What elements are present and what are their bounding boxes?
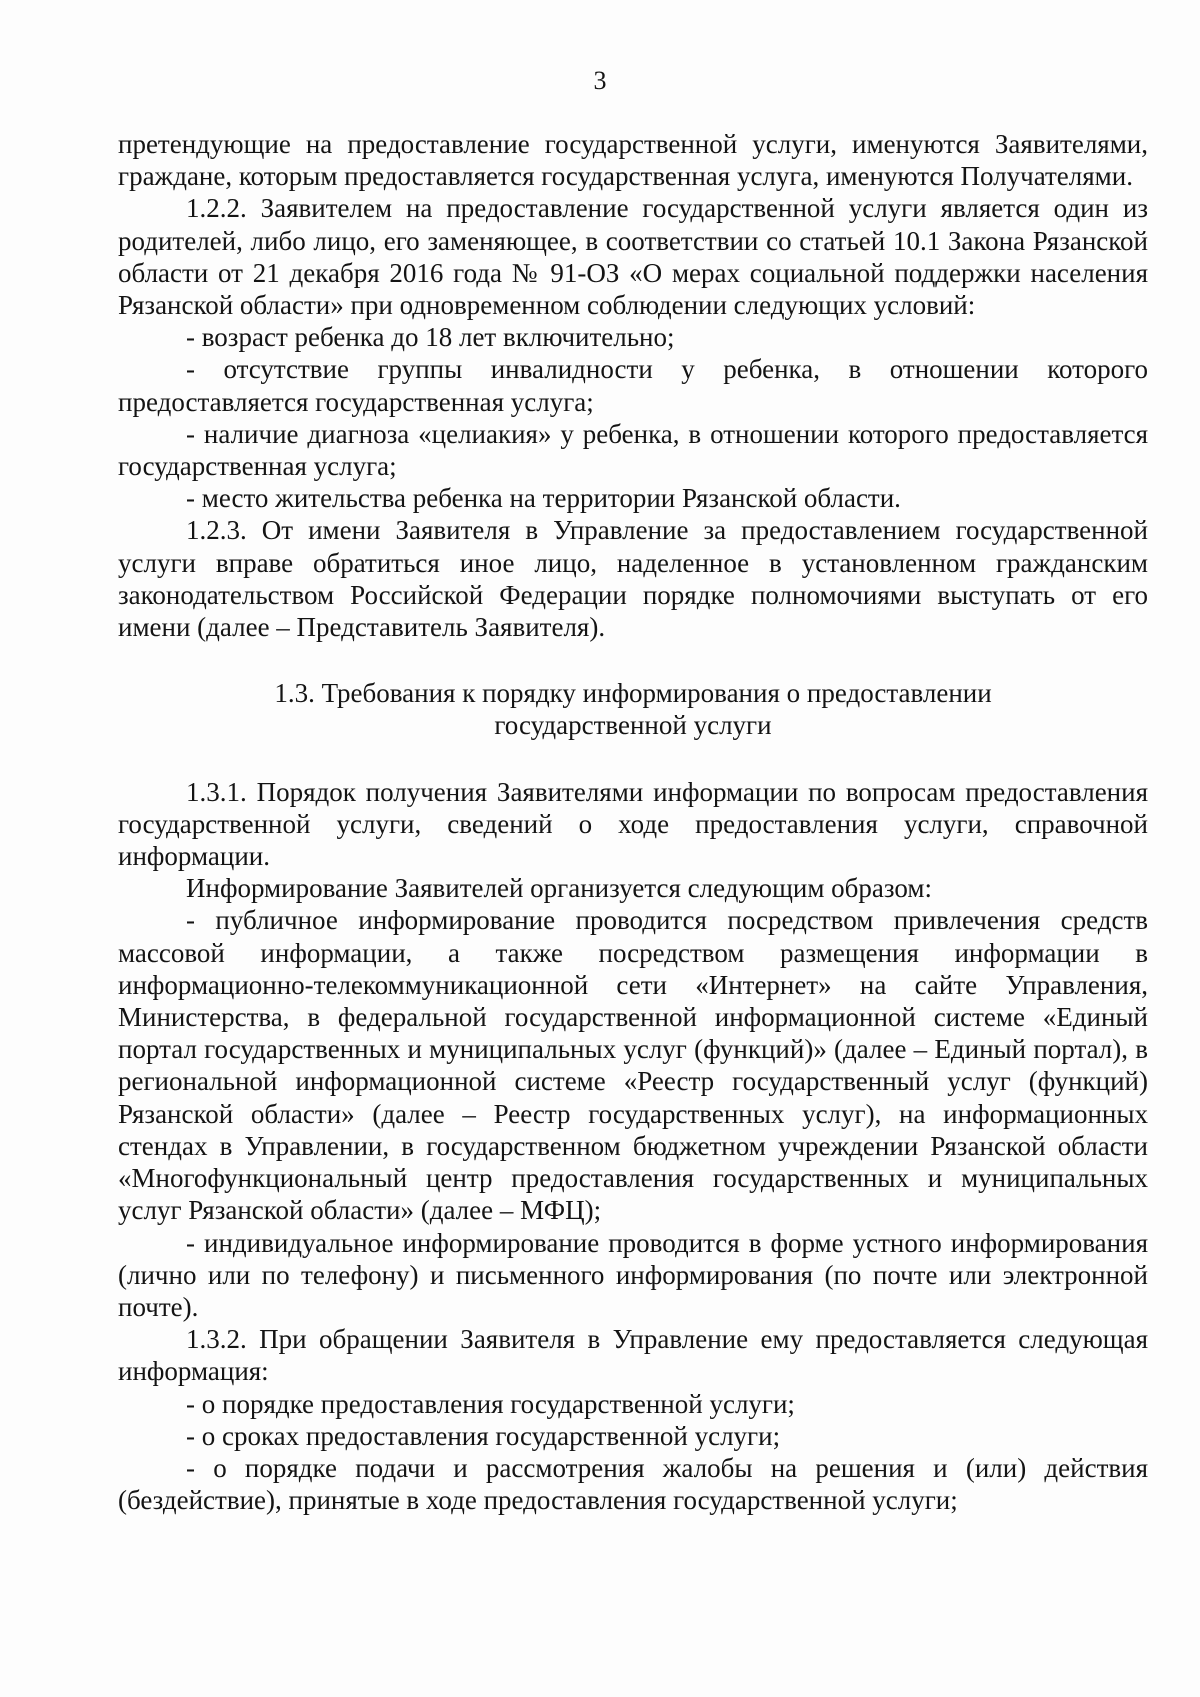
paragraph-1-3-2: 1.3.2. При обращении Заявителя в Управление ему предоставляется следующая информация: [118,1324,1148,1387]
list-item-public-informing: - публичное информирование проводится посредством привлечения средств массовой информации, а также посредством размещения информации в информационно-телекоммуникационной сети «Интернет» на сайте Управления, Министерства, в федеральной государственной информационной системе «Единый портал государственных и муниципальных услуг (функций)» (далее – Единый портал), в региональной информационной системе «Реестр государственный услуг (функций) Рязанской области» (далее – Реестр государственных услуг), на информационных стендах в Управлении, в государственном бюджетном учреждении Рязанской области «Многофункциональный центр предоставления государственных и муниципальных услуг Рязанской области» (далее – МФЦ); [118,905,1148,1226]
paragraph-1-3-1: 1.3.1. Порядок получения Заявителями информации по вопросам предоставления государственной услуги, сведений о ходе предоставления услуги, справочной информации. [118,776,1148,872]
list-item-procedure: - о порядке предоставления государственной услуги; [186,1388,795,1419]
list-item-diagnosis: - наличие диагноза «целиакия» у ребенка, в отношении которого предоставляется государственная услуга; [118,418,1148,482]
paragraph-1-2-3: 1.2.3. От имени Заявителя в Управление за предоставлением государственной услуги вправе обратиться иное лицо, наделенное в установленном гражданским законодательством Российской Федерации порядке полномочиями выступать от его имени (далее – Представитель Заявителя). [118,515,1148,643]
list-item-no-disability: - отсутствие группы инвалидности у ребенка, в отношении которого предоставляется государственная услуга; [118,354,1148,417]
section-heading-line-2: государственной услуги [494,710,772,741]
paragraph-informing-intro: Информирование Заявителей организуется следующим образом: [186,873,932,904]
list-item-individual-informing: - индивидуальное информирование проводится в форме устного информирования (лично или по телефону) и письменного информирования (по почте или электронной почте). [118,1227,1148,1322]
list-item-age: - возраст ребенка до 18 лет включительно; [186,322,675,353]
document-body [118,128,1148,1516]
page-number: 3 [593,66,607,95]
list-item-residence: - место жительства ребенка на территории Рязанской области. [186,483,901,514]
list-item-terms: - о сроках предоставления государственной услуги; [186,1420,781,1451]
section-heading-1-3 [118,677,1148,741]
list-item-complaints: - о порядке подачи и рассмотрения жалобы на решения и (или) действия (бездействие), принятые в ходе предоставления государственной услуги; [118,1452,1148,1516]
paragraph-1-2-2: 1.2.2. Заявителем на предоставление государственной услуги является один из родителей, либо лицо, его заменяющее, в соответствии со статьей 10.1 Закона Рязанской области от 21 декабря 2016 года № 91-ОЗ «О мерах социальной поддержки населения Рязанской области» при одновременном соблюдении следующих условий: [118,193,1148,321]
paragraph-continuation: претендующие на предоставление государственной услуги, именуются Заявителями, граждане, которым предоставляется государственная услуга, именуются Получателями. [118,129,1148,192]
section-heading-line-1: 1.3. Требования к порядку информирования о предоставлении [274,678,992,709]
